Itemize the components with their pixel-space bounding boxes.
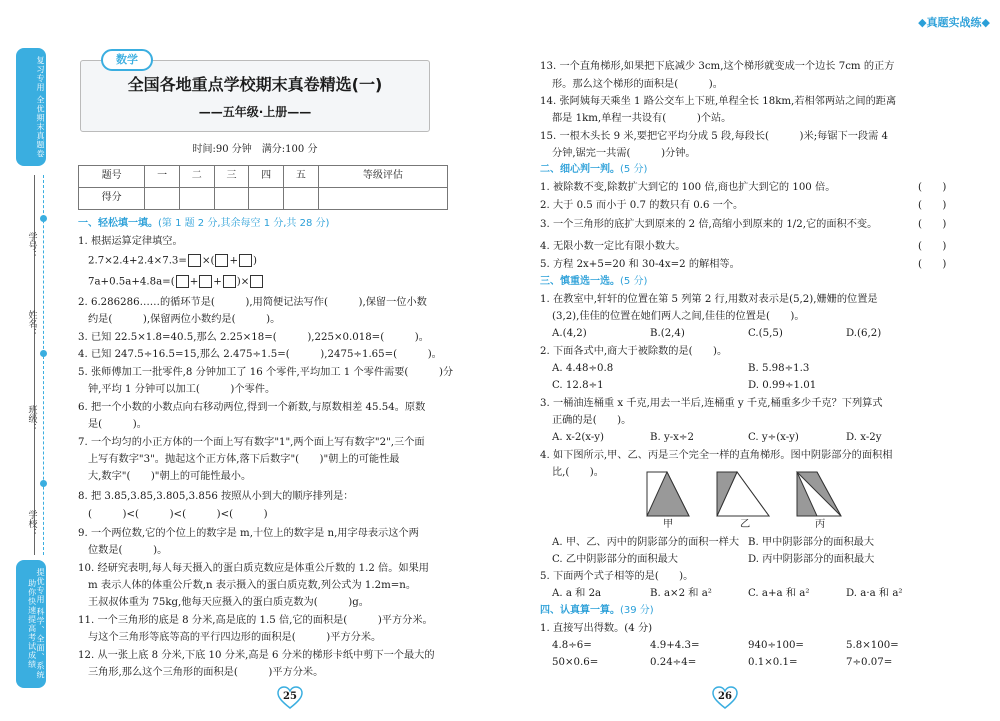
question-line: 5. 张师傅加工一批零件,8 分钟加工了 16 个零件,平均加工 1 个零件需要( )分: [78, 367, 454, 378]
student-number-label: 学号：: [26, 232, 37, 259]
time-score-line: 时间:90 分钟 满分:100 分: [192, 144, 318, 155]
question-line: 3. 一桶油连桶重 x 千克,用去一半后,连桶重 y 千克,桶重多少千克？下列算式: [540, 398, 883, 409]
table-header-cell: 题号: [79, 166, 145, 188]
figure-label: 乙: [740, 519, 751, 530]
marker-dot: [40, 480, 47, 487]
question-line: m 表示人体的体重公斤数,n 表示摄入的蛋白质克数,列公式为 1.2m=n。: [88, 580, 417, 591]
calc-item: 7÷0.07=: [846, 657, 893, 668]
option: B. 5.98÷1.3: [748, 363, 810, 374]
subject-badge: 数学: [101, 49, 153, 71]
option: C. y÷(x-y): [748, 432, 799, 443]
judge-line: 4. 无限小数一定比有限小数大。: [540, 241, 686, 252]
question-line: (3,2),佳佳的位置在她们两人之间,佳佳的位置是( )。: [552, 311, 805, 322]
option: A. a 和 2a: [552, 588, 602, 599]
section-title: 四、认真算一算。: [540, 605, 620, 616]
section-title: 三、慎重选一选。: [540, 276, 620, 287]
side-tab-review: 复习专用 全优期末真题卷: [16, 48, 46, 166]
class-label: 班级：: [26, 405, 37, 432]
blank-box: [223, 275, 236, 288]
score-cell: [145, 188, 180, 210]
right-page: [500, 0, 1000, 721]
question-line: 1. 直接写出得数。(4 分): [540, 623, 653, 634]
blank-box: [176, 275, 189, 288]
option: B. y-x÷2: [650, 432, 694, 443]
score-cell: [179, 188, 214, 210]
trapezoid-figure: [645, 470, 845, 520]
section-heading: [78, 218, 329, 231]
question-line: 正确的是( )。: [552, 415, 632, 426]
score-cell: [318, 188, 447, 210]
blank-box: [239, 254, 252, 267]
question-line: 1. 在教室中,轩轩的位置在第 5 列第 2 行,用数对表示是(5,2),姗姗的位置是: [540, 294, 878, 305]
score-cell: [249, 188, 284, 210]
calc-item: 940÷100=: [748, 640, 804, 651]
section-title: 二、细心判一判。: [540, 164, 620, 175]
question-line: 2.7×2.4+2.4×7.3= ×( + ): [88, 255, 257, 267]
table-header-cell: 四: [249, 166, 284, 188]
question-line: 都是 1km,单程一共设有( )个站。: [552, 113, 732, 124]
judge-line: 5. 方程 2x+5=20 和 30-4x=2 的解相等。: [540, 259, 740, 270]
answer-paren: ( ): [918, 259, 947, 270]
table-row-label: 得分: [79, 188, 145, 210]
question-line: 上写有数字"3"。抛起这个正方体,落下后数字"( )"朝上的可能性最: [88, 454, 400, 465]
marker-dot: [40, 215, 47, 222]
table-header-cell: 二: [179, 166, 214, 188]
question-line: 钟,平均 1 分钟可以加工( )个零件。: [88, 384, 276, 395]
calc-item: 50×0.6=: [552, 657, 599, 668]
section-heading: [540, 605, 654, 618]
option: D. 丙中阴影部分的面积最大: [748, 554, 875, 565]
question-line: 2. 下面各式中,商大于被除数的是( )。: [540, 346, 728, 357]
trapezoid-bing: [797, 472, 841, 516]
option: D. a·a 和 a²: [846, 588, 903, 599]
option: C. a+a 和 a²: [748, 588, 810, 599]
section-note: (5 分): [620, 276, 648, 287]
blank-box: [250, 275, 263, 288]
trapezoid-jia: [647, 472, 689, 516]
question-line: 13. 一个直角梯形,如果把下底减少 3cm,这个梯形就变成一个边长 7cm 的正方: [540, 61, 895, 72]
table-header-cell: 一: [145, 166, 180, 188]
question-line: 14. 张阿姨每天乘坐 1 路公交车上下班,单程全长 18km,若相邻两站之间的距离: [540, 96, 897, 107]
marker-dot: [40, 350, 47, 357]
judge-line: 1. 被除数不变,除数扩大到它的 100 倍,商也扩大到它的 100 倍。: [540, 182, 836, 193]
side-strip: [10, 10, 50, 710]
section-heading: [540, 276, 647, 289]
figure-label: 丙: [815, 519, 826, 530]
calc-item: 4.9+4.3=: [650, 640, 700, 651]
name-label: 姓名：: [26, 310, 37, 337]
question-line: 与这个三角形等底等高的平行四边形的面积是( )平方分米。: [88, 632, 382, 643]
question-line: 8. 把 3.85,3.85,3.805,3.856 按照从小到大的顺序排列是：: [78, 491, 354, 502]
blank-box: [215, 254, 228, 267]
option: B. 甲中阴影部分的面积最大: [748, 537, 875, 548]
option: B. a×2 和 a²: [650, 588, 712, 599]
option: C.(5,5): [748, 328, 783, 339]
table-row: [79, 166, 448, 188]
question-text: 7a+0.5a+4.8a=(: [88, 276, 175, 288]
judge-line: 3. 一个三角形的底扩大到原来的 2 倍,高缩小到原来的 1/2,它的面积不变。: [540, 219, 878, 230]
question-line: 王叔叔体重为 75kg,他每天应摄入的蛋白质克数为( )g。: [88, 597, 369, 608]
calc-item: 4.8÷6=: [552, 640, 592, 651]
question-line: 形。那么这个梯形的面积是( )。: [552, 79, 723, 90]
question-line: 15. 一根木头长 9 米,要把它平均分成 5 段,每段长( )米;每锯下一段需 4: [540, 131, 888, 142]
page-banner: ◆真题实战练◆: [918, 16, 990, 29]
answer-paren: ( ): [918, 200, 947, 211]
question-line: 11. 一个三角形的底是 8 分米,高是底的 1.5 倍,它的面积是( )平方分米。: [78, 615, 433, 626]
question-line: 位数是( )。: [88, 545, 168, 556]
table-header-cell: 三: [214, 166, 249, 188]
question-text: 2.7×2.4+2.4×7.3=: [88, 255, 187, 267]
question-line: 约是( ),保留两位小数约是( )。: [88, 314, 281, 325]
page-number: 25: [283, 691, 297, 702]
table-header-cell: 等级评估: [318, 166, 447, 188]
question-line: 2. 6.286286……的循环节是( ),用简便记法写作( ),保留一位小数: [78, 297, 427, 308]
section-note: (5 分): [620, 164, 648, 175]
option: A.(4,2): [552, 328, 587, 339]
answer-paren: ( ): [918, 241, 947, 252]
exam-header: [80, 53, 430, 132]
question-line: 是( )。: [88, 419, 147, 430]
question-line: ( )<( )<( )<( ): [88, 509, 268, 520]
question-line: 10. 经研究表明,每人每天摄入的蛋白质克数应是体重公斤数的 1.2 倍。如果用: [78, 563, 429, 574]
calc-item: 5.8×100=: [846, 640, 899, 651]
question-line: 6. 把一个小数的小数点向右移动两位,得到一个新数,与原数相差 45.54。原数: [78, 402, 426, 413]
question-line: 12. 从一张上底 8 分米,下底 10 分米,高是 6 分米的梯形卡纸中剪下一个最大的: [78, 650, 435, 661]
question-line: 4. 如下图所示,甲、乙、丙是三个完全一样的直角梯形。图中阴影部分的面积相: [540, 450, 893, 461]
option: C. 乙中阴影部分的面积最大: [552, 554, 678, 565]
score-cell: [214, 188, 249, 210]
question-line: 4. 已知 247.5÷16.5=15,那么 2.475÷1.5=( ),2475÷1.65=( )。: [78, 349, 442, 360]
section-note: (39 分): [620, 605, 654, 616]
judge-line: 2. 大于 0.5 而小于 0.7 的数只有 0.6 一个。: [540, 200, 744, 211]
cut-line: [43, 175, 44, 555]
question-line: 7. 一个均匀的小正方体的一个面上写有数字"1",两个面上写有数字"2",三个面: [78, 437, 425, 448]
option: D. 0.99÷1.01: [748, 380, 817, 391]
page-number: 26: [718, 691, 732, 702]
answer-paren: ( ): [918, 219, 947, 230]
question-line: 分钟,锯完一共需( )分钟。: [552, 148, 696, 159]
option: D. x-2y: [846, 432, 882, 443]
option: C. 12.8÷1: [552, 380, 604, 391]
section-heading: [540, 164, 647, 177]
score-table: [78, 165, 448, 210]
question-line: 9. 一个两位数,它的个位上的数字是 m,十位上的数字是 n,用字母表示这个两: [78, 528, 419, 539]
section-note: (第 1 题 2 分,其余每空 1 分,共 28 分): [158, 218, 330, 229]
question-line: 大,数字"( )"朝上的可能性最小。: [88, 471, 252, 482]
option: A. 甲、乙、丙中的阴影部分的面积一样大: [552, 537, 740, 548]
table-header-cell: 五: [283, 166, 318, 188]
option: B.(2,4): [650, 328, 685, 339]
blank-box: [188, 254, 201, 267]
question-line: 1. 根据运算定律填空。: [78, 236, 183, 247]
side-tab-boost: 提优专用 科学、全面、系统 助你快速提高考试成绩: [16, 560, 46, 688]
answer-paren: ( ): [918, 182, 947, 193]
question-line: 7a+0.5a+4.8a=( + + )×: [88, 275, 264, 289]
score-cell: [283, 188, 318, 210]
figure-label: 甲: [663, 519, 674, 530]
table-row: [79, 188, 448, 210]
school-label: 学校：: [26, 510, 37, 537]
question-line: 三角形,那么这个三角形的面积是( )平方分米。: [88, 667, 324, 678]
calc-item: 0.24÷4=: [650, 657, 697, 668]
section-title: 一、轻松填一填。: [78, 218, 158, 229]
question-line: 比,( )。: [552, 467, 604, 478]
option: A. 4.48÷0.8: [552, 363, 614, 374]
question-line: 3. 已知 22.5×1.8=40.5,那么 2.25×18=( ),225×0.018=( )。: [78, 332, 429, 343]
calc-item: 0.1×0.1=: [748, 657, 798, 668]
option: D.(6,2): [846, 328, 882, 339]
exam-subtitle: ——五年级·上册——: [198, 105, 312, 119]
option: A. x-2(x-y): [552, 432, 605, 443]
exam-title: 全国各地重点学校期末真卷精选(一): [127, 75, 383, 94]
blank-box: [199, 275, 212, 288]
question-line: 5. 下面两个式子相等的是( )。: [540, 571, 694, 582]
trapezoid-yi: [717, 472, 769, 516]
